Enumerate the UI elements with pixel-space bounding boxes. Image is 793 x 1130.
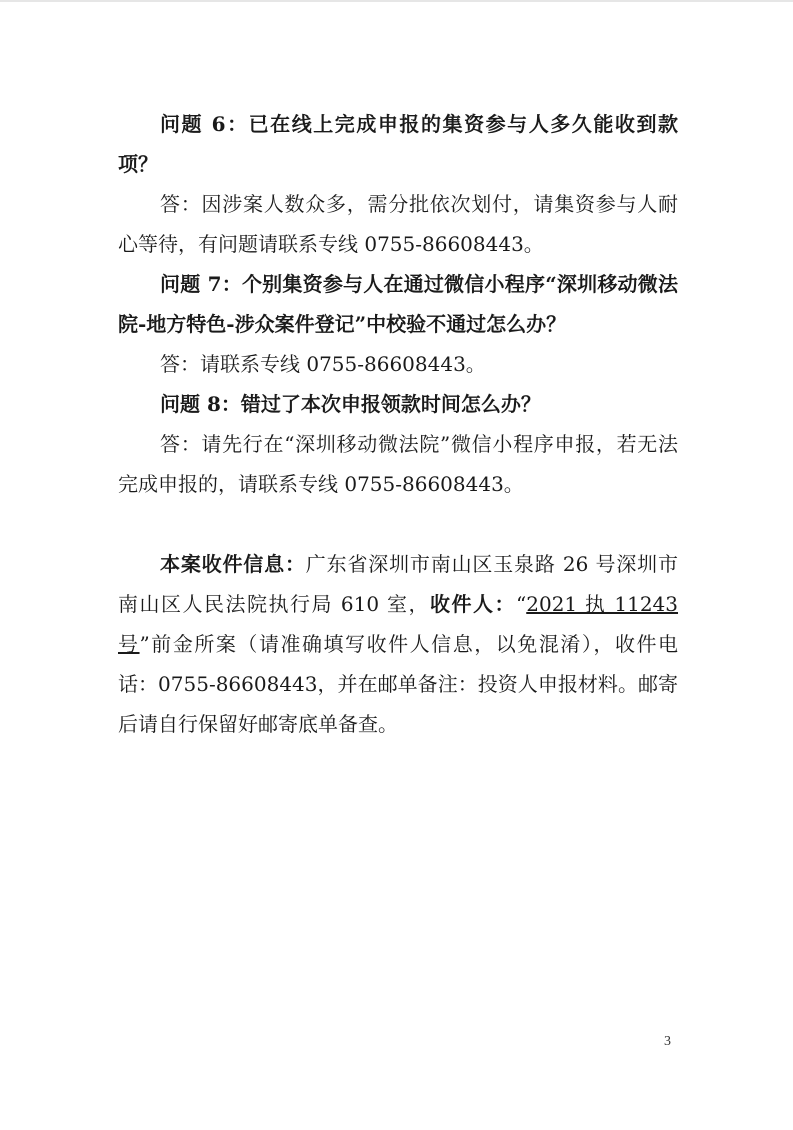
receipt-address: 广东省深圳市南山区玉泉路 26 号深圳市南山区人民法院执行局 610 室，: [118, 552, 679, 616]
paragraph-gap: [118, 504, 678, 544]
document-body: [118, 104, 678, 744]
faq-answer-6: 答：因涉案人数众多，需分批依次划付，请集资参与人耐心等待，有问题请联系专线 0755-86608443。: [118, 192, 678, 256]
recipient-details: 前金所案（请准确填写收件人信息，以免混淆），收件电话：0755-86608443，并在邮单备注：投资人申报材料。邮寄后请自行保留好邮寄底单备查。: [118, 632, 679, 736]
faq-answer-8: 答：请先行在“深圳移动微法院”微信小程序申报，若无法完成申报的，请联系专线 0755-86608443。: [118, 432, 678, 496]
page-number: 3: [664, 1034, 671, 1049]
faq-question-6: 问题 6：已在线上完成申报的集资参与人多久能收到款项？: [118, 112, 678, 176]
faq-answer-7: 答：请联系专线 0755-86608443。: [160, 352, 486, 376]
quote-open: “: [516, 592, 527, 616]
recipient-label: 收件人：: [429, 592, 517, 616]
quote-close: ”: [139, 632, 150, 656]
scan-edge: [0, 0, 793, 2]
case-number: 2021 执 11243 号: [118, 592, 679, 656]
receipt-info-paragraph: [118, 544, 678, 744]
receipt-info-label: 本案收件信息：: [160, 552, 306, 576]
faq-question-8: 问题 8：错过了本次申报领款时间怎么办？: [160, 392, 541, 416]
faq-question-7: 问题 7：个别集资参与人在通过微信小程序“深圳移动微法院-地方特色-涉众案件登记”中校验不通过怎么办？: [118, 272, 678, 336]
